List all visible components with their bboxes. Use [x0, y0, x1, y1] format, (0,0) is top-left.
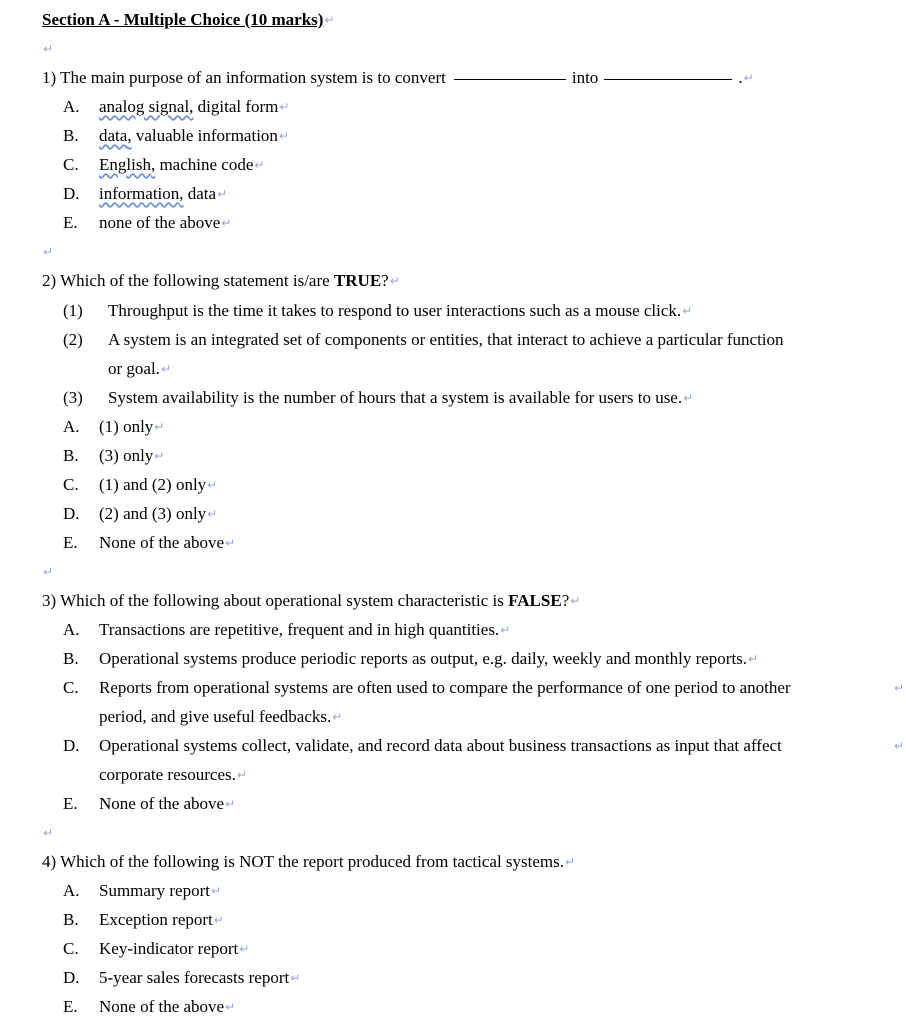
question-number: 3) [42, 591, 57, 610]
option-text: (1) and (2) only [99, 475, 207, 494]
option[interactable] [63, 416, 164, 438]
line-end-mark [893, 735, 904, 757]
question-number: 1) [42, 68, 57, 87]
option-text: data [187, 184, 217, 203]
statement-text: Throughput is the time it takes to respond to user interactions such as a mouse click. [108, 301, 682, 320]
paragraph-mark-icon: ↵ [213, 913, 224, 927]
paragraph-mark-icon: ↵ [225, 536, 236, 550]
section-title: Section A - Multiple Choice (10 marks) [42, 10, 324, 29]
option-text: English [99, 155, 151, 174]
paragraph-mark-icon: ↵ [743, 71, 754, 85]
question-text: Which of the following about operational system characteristic is [60, 591, 504, 610]
paragraph-mark-icon: ↵ [217, 187, 228, 201]
option-label: B. [63, 446, 79, 465]
question-text: The main purpose of an information system is to convert [60, 68, 446, 87]
option-text: digital form [197, 97, 279, 116]
option-text: analog signal [99, 97, 190, 116]
option[interactable] [63, 619, 510, 641]
option-label: E. [63, 213, 78, 232]
option-label: E. [63, 794, 78, 813]
paragraph-mark-icon: ↵ [160, 362, 171, 376]
option-label: B. [63, 126, 79, 145]
statement-label: (1) [63, 301, 83, 320]
option[interactable] [63, 125, 289, 147]
paragraph-mark-icon: ↵ [324, 13, 335, 27]
option-label: D. [63, 736, 80, 755]
paragraph-mark-icon: ↵ [225, 797, 236, 811]
empty-paragraph [42, 822, 53, 844]
question-3-stem [42, 590, 580, 612]
option[interactable] [63, 648, 758, 670]
statement-label: (3) [63, 388, 83, 407]
option-label: E. [63, 997, 78, 1016]
option-continuation [99, 706, 342, 728]
option-label: D. [63, 184, 80, 203]
question-2-stem [42, 270, 400, 292]
paragraph-mark-icon: ↵ [279, 100, 290, 114]
statement [63, 387, 693, 409]
option-text: Reports from operational systems are often used to compare the performance of one period to another [99, 678, 791, 697]
option-text: None of the above [99, 997, 225, 1016]
paragraph-mark-icon: ↵ [221, 216, 232, 230]
paragraph-mark-icon: ↵ [207, 507, 218, 521]
question-text-end: ? [561, 591, 570, 610]
statement-continuation [108, 358, 171, 380]
option[interactable] [63, 996, 235, 1018]
option-text: 5-year sales forecasts report [99, 968, 290, 987]
question-text-mid: into [571, 68, 599, 87]
answer-blank[interactable] [454, 78, 566, 80]
option-text: information [99, 184, 180, 203]
option[interactable] [63, 212, 231, 234]
option-label: B. [63, 649, 79, 668]
option[interactable] [63, 735, 782, 757]
option-text: Exception report [99, 910, 213, 929]
paragraph-mark-icon: ↵ [43, 245, 54, 259]
option-label: D. [63, 968, 80, 987]
option-text: Operational systems collect, validate, and record data about business transactions as input that affect [99, 736, 782, 755]
paragraph-mark-icon: ↵ [894, 681, 905, 695]
paragraph-mark-icon: ↵ [290, 971, 301, 985]
paragraph-mark-icon: ↵ [389, 274, 400, 288]
option-text: Operational systems produce periodic reports as output, e.g. daily, weekly and monthly reports. [99, 649, 748, 668]
question-number: 2) [42, 271, 57, 290]
option[interactable] [63, 967, 300, 989]
paragraph-mark-icon: ↵ [43, 42, 54, 56]
question-emphasis: FALSE [508, 591, 562, 610]
option-text: Summary report [99, 881, 210, 900]
statement-text: System availability is the number of hours that a system is available for users to use. [108, 388, 683, 407]
option-separator: , [179, 184, 184, 203]
option-label: C. [63, 939, 79, 958]
line-end-mark [893, 677, 904, 699]
paragraph-mark-icon: ↵ [565, 855, 576, 869]
question-text: Which of the following is NOT the report produced from tactical systems. [60, 852, 565, 871]
option-text: (1) only [99, 417, 154, 436]
option[interactable] [63, 445, 164, 467]
option[interactable] [63, 183, 227, 205]
option-text: data [99, 126, 128, 145]
paragraph-mark-icon: ↵ [500, 623, 511, 637]
paragraph-mark-icon: ↵ [254, 158, 265, 172]
paragraph-mark-icon: ↵ [43, 826, 54, 840]
statement-text: or goal. [108, 359, 160, 378]
option-text: (2) and (3) only [99, 504, 207, 523]
paragraph-mark-icon: ↵ [278, 129, 289, 143]
option[interactable] [63, 532, 235, 554]
option-text: none of the above [99, 213, 221, 232]
option-label: D. [63, 504, 80, 523]
option-label: A. [63, 97, 80, 116]
paragraph-mark-icon: ↵ [683, 391, 694, 405]
option[interactable] [63, 677, 791, 699]
option-label: C. [63, 475, 79, 494]
statement [63, 329, 784, 351]
option-label: A. [63, 417, 80, 436]
question-text: Which of the following statement is/are [60, 271, 330, 290]
option-label: E. [63, 533, 78, 552]
question-4-stem [42, 851, 575, 873]
empty-paragraph [42, 561, 53, 583]
option-label: B. [63, 910, 79, 929]
paragraph-mark-icon: ↵ [570, 594, 581, 608]
option[interactable] [63, 880, 221, 902]
option-text: machine code [159, 155, 254, 174]
question-text-end: ? [381, 271, 389, 290]
question-emphasis: TRUE [333, 271, 382, 290]
option-label: A. [63, 620, 80, 639]
option[interactable] [63, 474, 217, 496]
option-label: A. [63, 881, 80, 900]
option-text: corporate resources. [99, 765, 236, 784]
option-separator: , [150, 155, 156, 174]
statement-label: (2) [63, 330, 83, 349]
option-text: Transactions are repetitive, frequent and in high quantities. [99, 620, 500, 639]
option[interactable] [63, 96, 289, 118]
option[interactable] [63, 909, 224, 931]
paragraph-mark-icon: ↵ [210, 884, 222, 898]
option-text: None of the above [99, 794, 225, 813]
option-label: C. [63, 678, 79, 697]
statement [63, 300, 692, 322]
option[interactable] [63, 793, 235, 815]
question-text-end: . [738, 68, 743, 87]
empty-paragraph [42, 241, 53, 263]
paragraph-mark-icon: ↵ [748, 652, 759, 666]
option-text: period, and give useful feedbacks. [99, 707, 332, 726]
empty-paragraph [42, 38, 53, 60]
question-number: 4) [42, 852, 57, 871]
paragraph-mark-icon: ↵ [894, 739, 905, 753]
option-continuation [99, 764, 247, 786]
option[interactable] [63, 503, 217, 525]
option-separator: , [127, 126, 132, 145]
option-label: C. [63, 155, 79, 174]
paragraph-mark-icon: ↵ [154, 420, 165, 434]
paragraph-mark-icon: ↵ [332, 710, 343, 724]
answer-blank[interactable] [604, 78, 732, 80]
paragraph-mark-icon: ↵ [682, 304, 693, 318]
option-text: Key-indicator report [99, 939, 239, 958]
paragraph-mark-icon: ↵ [43, 565, 54, 579]
option-text: None of the above [99, 533, 225, 552]
option[interactable] [63, 938, 249, 960]
option-text: (3) only [99, 446, 154, 465]
paragraph-mark-icon: ↵ [207, 478, 218, 492]
option[interactable] [63, 154, 264, 176]
paragraph-mark-icon: ↵ [154, 449, 165, 463]
paragraph-mark-icon: ↵ [225, 1000, 236, 1014]
statement-text: A system is an integrated set of components or entities, that interact to achieve a particular function [108, 330, 784, 349]
option-separator: , [189, 97, 194, 116]
option-text: valuable information [135, 126, 278, 145]
paragraph-mark-icon: ↵ [236, 768, 247, 782]
section-title-line [42, 9, 334, 31]
question-1-stem [42, 67, 754, 89]
paragraph-mark-icon: ↵ [239, 942, 250, 956]
